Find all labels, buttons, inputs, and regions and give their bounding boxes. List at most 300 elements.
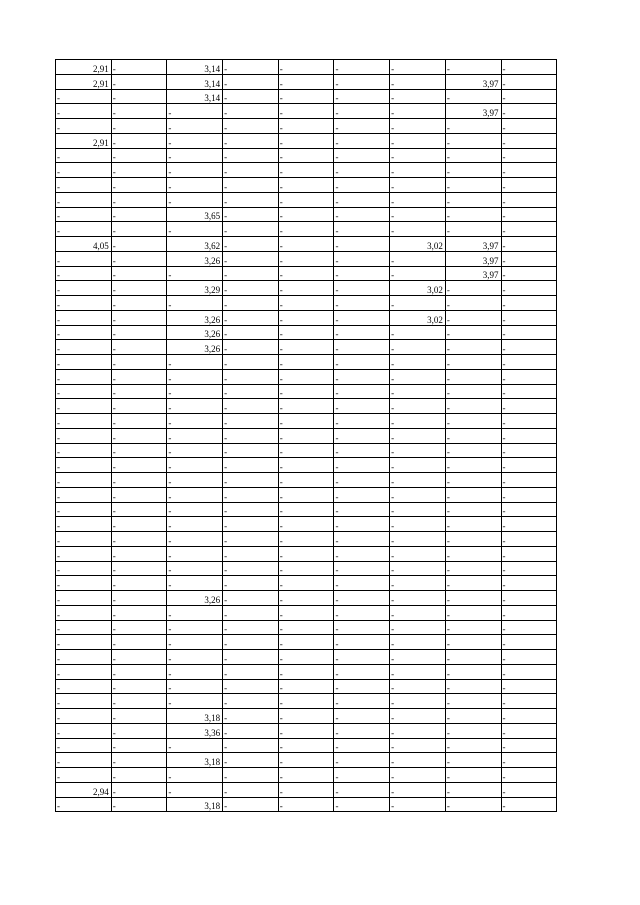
- table-cell: 2,94: [56, 782, 112, 797]
- table-cell: -: [334, 74, 390, 89]
- table-cell: -: [111, 561, 167, 576]
- table-cell: -: [223, 266, 279, 281]
- table-cell: -: [223, 605, 279, 620]
- table-row: [56, 310, 557, 325]
- table-cell: -: [111, 281, 167, 296]
- table-cell: -: [501, 119, 557, 134]
- table-cell: -: [390, 650, 446, 665]
- table-cell: -: [223, 768, 279, 783]
- table-cell: -: [390, 620, 446, 635]
- table-cell: -: [223, 723, 279, 738]
- table-cell: 3,26: [167, 340, 223, 355]
- table-cell: -: [111, 178, 167, 193]
- table-row: [56, 222, 557, 237]
- table-cell: -: [111, 266, 167, 281]
- table-cell: -: [278, 443, 334, 458]
- table-cell: -: [278, 104, 334, 119]
- table-cell: -: [501, 148, 557, 163]
- table-cell: -: [390, 222, 446, 237]
- table-cell: -: [501, 266, 557, 281]
- table-cell: -: [445, 797, 501, 812]
- table-row: [56, 148, 557, 163]
- table-cell: -: [223, 310, 279, 325]
- table-cell: -: [334, 797, 390, 812]
- table-cell: -: [501, 89, 557, 104]
- table-row: [56, 768, 557, 783]
- table-cell: -: [167, 458, 223, 473]
- table-cell: -: [445, 723, 501, 738]
- table-cell: -: [56, 532, 112, 547]
- table-cell: -: [445, 576, 501, 591]
- table-cell: -: [501, 192, 557, 207]
- table-cell: -: [111, 355, 167, 370]
- table-cell: -: [334, 251, 390, 266]
- table-cell: 3,97: [445, 74, 501, 89]
- table-cell: -: [56, 709, 112, 724]
- table-cell: -: [56, 768, 112, 783]
- table-cell: -: [167, 620, 223, 635]
- table-cell: -: [390, 591, 446, 606]
- table-row: [56, 163, 557, 178]
- table-cell: -: [111, 148, 167, 163]
- table-row: [56, 399, 557, 414]
- table-cell: -: [334, 355, 390, 370]
- table-cell: -: [334, 325, 390, 340]
- table-cell: -: [167, 738, 223, 753]
- table-cell: -: [111, 709, 167, 724]
- table-cell: -: [278, 325, 334, 340]
- table-cell: -: [501, 738, 557, 753]
- table-cell: -: [501, 532, 557, 547]
- table-row: [56, 369, 557, 384]
- table-row: [56, 89, 557, 104]
- table-cell: 3,02: [390, 310, 446, 325]
- table-cell: -: [334, 473, 390, 488]
- data-table: [55, 59, 557, 812]
- table-row: [56, 650, 557, 665]
- table-cell: -: [278, 502, 334, 517]
- table-cell: -: [390, 133, 446, 148]
- table-cell: -: [111, 679, 167, 694]
- table-cell: -: [390, 635, 446, 650]
- table-cell: -: [278, 133, 334, 148]
- table-cell: -: [278, 561, 334, 576]
- table-cell: -: [167, 178, 223, 193]
- table-cell: -: [56, 266, 112, 281]
- table-cell: -: [167, 399, 223, 414]
- table-cell: -: [56, 561, 112, 576]
- table-cell: -: [334, 237, 390, 252]
- table-cell: -: [56, 679, 112, 694]
- table-cell: -: [223, 325, 279, 340]
- table-cell: -: [278, 148, 334, 163]
- table-cell: -: [278, 620, 334, 635]
- table-cell: 3,26: [167, 310, 223, 325]
- table-cell: -: [278, 340, 334, 355]
- table-cell: -: [56, 546, 112, 561]
- table-cell: -: [167, 443, 223, 458]
- table-cell: -: [111, 738, 167, 753]
- table-cell: -: [278, 723, 334, 738]
- table-cell: -: [278, 679, 334, 694]
- table-cell: -: [334, 60, 390, 75]
- table-cell: 3,97: [445, 237, 501, 252]
- table-cell: -: [390, 296, 446, 311]
- table-cell: -: [111, 163, 167, 178]
- table-cell: -: [278, 89, 334, 104]
- table-cell: -: [390, 517, 446, 532]
- table-cell: -: [111, 222, 167, 237]
- table-cell: -: [445, 605, 501, 620]
- table-cell: -: [390, 768, 446, 783]
- table-cell: -: [334, 650, 390, 665]
- table-cell: -: [278, 605, 334, 620]
- table-row: [56, 694, 557, 709]
- table-cell: -: [445, 473, 501, 488]
- table-cell: -: [334, 487, 390, 502]
- table-cell: -: [334, 148, 390, 163]
- table-cell: -: [111, 473, 167, 488]
- table-cell: -: [223, 133, 279, 148]
- table-cell: -: [278, 74, 334, 89]
- table-cell: -: [278, 694, 334, 709]
- table-cell: -: [223, 517, 279, 532]
- table-cell: -: [167, 605, 223, 620]
- table-cell: -: [56, 281, 112, 296]
- table-row: [56, 458, 557, 473]
- table-row: [56, 753, 557, 768]
- table-cell: -: [390, 119, 446, 134]
- table-row: [56, 546, 557, 561]
- table-cell: -: [56, 797, 112, 812]
- table-cell: 3,36: [167, 723, 223, 738]
- table-cell: -: [334, 399, 390, 414]
- table-cell: -: [445, 163, 501, 178]
- table-cell: -: [56, 207, 112, 222]
- table-cell: -: [445, 133, 501, 148]
- table-cell: -: [501, 620, 557, 635]
- table-cell: -: [390, 664, 446, 679]
- table-cell: -: [501, 473, 557, 488]
- table-cell: -: [390, 148, 446, 163]
- table-cell: -: [445, 620, 501, 635]
- table-cell: -: [167, 369, 223, 384]
- table-cell: -: [278, 532, 334, 547]
- table-cell: -: [167, 222, 223, 237]
- table-cell: -: [334, 635, 390, 650]
- table-cell: -: [278, 414, 334, 429]
- table-cell: -: [223, 753, 279, 768]
- table-cell: -: [167, 355, 223, 370]
- table-cell: -: [167, 473, 223, 488]
- table-cell: -: [56, 664, 112, 679]
- table-cell: -: [167, 384, 223, 399]
- table-cell: -: [56, 487, 112, 502]
- table-cell: -: [167, 104, 223, 119]
- table-cell: -: [501, 546, 557, 561]
- table-cell: -: [278, 296, 334, 311]
- table-row: [56, 266, 557, 281]
- table-cell: -: [111, 723, 167, 738]
- table-cell: -: [111, 650, 167, 665]
- table-cell: -: [111, 532, 167, 547]
- table-cell: -: [390, 384, 446, 399]
- table-cell: -: [334, 664, 390, 679]
- table-cell: -: [111, 119, 167, 134]
- table-row: [56, 428, 557, 443]
- table-cell: 3,18: [167, 709, 223, 724]
- table-cell: -: [390, 399, 446, 414]
- table-cell: -: [111, 60, 167, 75]
- table-cell: -: [501, 281, 557, 296]
- table-cell: -: [334, 89, 390, 104]
- table-cell: -: [501, 296, 557, 311]
- table-cell: -: [56, 620, 112, 635]
- table-cell: -: [334, 694, 390, 709]
- table-cell: -: [278, 546, 334, 561]
- table-cell: -: [334, 768, 390, 783]
- table-cell: -: [223, 251, 279, 266]
- table-cell: -: [501, 576, 557, 591]
- table-cell: -: [390, 251, 446, 266]
- table-cell: -: [56, 458, 112, 473]
- table-row: [56, 723, 557, 738]
- table-cell: -: [111, 104, 167, 119]
- table-cell: -: [445, 532, 501, 547]
- table-cell: -: [223, 399, 279, 414]
- table-cell: -: [334, 738, 390, 753]
- table-cell: -: [445, 281, 501, 296]
- table-row: [56, 340, 557, 355]
- table-cell: -: [223, 340, 279, 355]
- table-cell: -: [111, 620, 167, 635]
- table-cell: -: [334, 679, 390, 694]
- table-cell: -: [501, 664, 557, 679]
- table-cell: -: [223, 591, 279, 606]
- table-cell: -: [334, 340, 390, 355]
- table-cell: -: [501, 679, 557, 694]
- table-cell: -: [167, 266, 223, 281]
- table-cell: -: [111, 664, 167, 679]
- table-cell: -: [390, 266, 446, 281]
- table-cell: -: [501, 133, 557, 148]
- table-cell: -: [278, 709, 334, 724]
- table-cell: 3,14: [167, 74, 223, 89]
- table-cell: -: [111, 414, 167, 429]
- table-cell: -: [334, 591, 390, 606]
- table-cell: -: [56, 89, 112, 104]
- table-cell: -: [111, 768, 167, 783]
- table-cell: -: [334, 178, 390, 193]
- table-cell: 3,14: [167, 89, 223, 104]
- table-row: [56, 605, 557, 620]
- table-cell: -: [501, 694, 557, 709]
- table-cell: -: [111, 546, 167, 561]
- table-cell: -: [56, 517, 112, 532]
- table-row: [56, 281, 557, 296]
- table-cell: -: [390, 487, 446, 502]
- table-cell: -: [223, 296, 279, 311]
- table-cell: 3,97: [445, 266, 501, 281]
- table-cell: -: [334, 163, 390, 178]
- table-cell: -: [223, 679, 279, 694]
- table-cell: -: [334, 281, 390, 296]
- table-cell: -: [501, 487, 557, 502]
- table-cell: -: [334, 576, 390, 591]
- table-cell: -: [278, 222, 334, 237]
- table-cell: -: [111, 487, 167, 502]
- table-cell: -: [501, 399, 557, 414]
- table-cell: -: [278, 178, 334, 193]
- table-cell: -: [445, 119, 501, 134]
- table-cell: -: [56, 753, 112, 768]
- table-cell: -: [278, 591, 334, 606]
- table-cell: -: [111, 251, 167, 266]
- table-cell: -: [501, 782, 557, 797]
- table-cell: -: [56, 178, 112, 193]
- table-cell: -: [390, 753, 446, 768]
- table-cell: -: [334, 709, 390, 724]
- table-cell: -: [223, 797, 279, 812]
- table-cell: -: [390, 561, 446, 576]
- table-cell: -: [445, 561, 501, 576]
- table-cell: -: [111, 605, 167, 620]
- table-cell: -: [278, 753, 334, 768]
- table-cell: -: [111, 443, 167, 458]
- table-cell: -: [167, 192, 223, 207]
- table-cell: -: [223, 576, 279, 591]
- table-cell: -: [111, 384, 167, 399]
- table-cell: -: [278, 355, 334, 370]
- table-cell: -: [278, 782, 334, 797]
- table-cell: -: [223, 709, 279, 724]
- table-cell: -: [334, 443, 390, 458]
- table-row: [56, 237, 557, 252]
- table-cell: 3,14: [167, 60, 223, 75]
- table-cell: -: [445, 650, 501, 665]
- table-cell: -: [111, 369, 167, 384]
- table-cell: -: [390, 576, 446, 591]
- table-cell: -: [278, 237, 334, 252]
- table-cell: -: [501, 635, 557, 650]
- table-cell: -: [501, 753, 557, 768]
- table-cell: -: [390, 709, 446, 724]
- table-cell: -: [278, 251, 334, 266]
- table-cell: -: [111, 458, 167, 473]
- table-cell: -: [223, 119, 279, 134]
- table-cell: -: [390, 325, 446, 340]
- table-cell: -: [445, 782, 501, 797]
- table-cell: -: [390, 458, 446, 473]
- table-cell: 3,29: [167, 281, 223, 296]
- table-cell: -: [501, 355, 557, 370]
- table-cell: -: [223, 650, 279, 665]
- table-cell: -: [278, 207, 334, 222]
- table-cell: -: [390, 723, 446, 738]
- table-cell: -: [390, 679, 446, 694]
- table-cell: -: [445, 369, 501, 384]
- table-cell: -: [390, 532, 446, 547]
- table-cell: -: [390, 178, 446, 193]
- table-row: [56, 119, 557, 134]
- table-cell: -: [56, 502, 112, 517]
- table-cell: 3,02: [390, 237, 446, 252]
- table-cell: -: [334, 310, 390, 325]
- table-cell: -: [278, 281, 334, 296]
- table-cell: -: [223, 620, 279, 635]
- table-row: [56, 532, 557, 547]
- table-cell: -: [278, 517, 334, 532]
- table-cell: -: [223, 443, 279, 458]
- table-cell: -: [278, 192, 334, 207]
- table-cell: 2,91: [56, 133, 112, 148]
- table-row: [56, 178, 557, 193]
- table-cell: -: [278, 163, 334, 178]
- table-cell: -: [167, 782, 223, 797]
- table-cell: -: [56, 148, 112, 163]
- table-cell: -: [445, 487, 501, 502]
- table-cell: -: [334, 119, 390, 134]
- table-cell: -: [223, 74, 279, 89]
- table-cell: -: [445, 178, 501, 193]
- table-cell: -: [56, 399, 112, 414]
- table-cell: -: [56, 738, 112, 753]
- table-cell: -: [56, 104, 112, 119]
- table-cell: -: [56, 650, 112, 665]
- table-cell: -: [111, 74, 167, 89]
- table-cell: -: [445, 694, 501, 709]
- table-cell: -: [223, 458, 279, 473]
- table-cell: -: [390, 443, 446, 458]
- table-cell: -: [56, 473, 112, 488]
- table-cell: -: [445, 340, 501, 355]
- table-cell: -: [334, 605, 390, 620]
- table-cell: -: [278, 384, 334, 399]
- table-row: [56, 502, 557, 517]
- table-cell: -: [223, 546, 279, 561]
- table-cell: -: [334, 192, 390, 207]
- table-cell: -: [334, 561, 390, 576]
- table-row: [56, 325, 557, 340]
- table-cell: -: [501, 384, 557, 399]
- table-cell: -: [390, 782, 446, 797]
- table-cell: -: [223, 473, 279, 488]
- table-cell: -: [501, 797, 557, 812]
- table-row: [56, 797, 557, 812]
- table-cell: -: [167, 561, 223, 576]
- table-row: [56, 74, 557, 89]
- table-cell: -: [223, 222, 279, 237]
- table-cell: -: [111, 782, 167, 797]
- table-cell: -: [56, 192, 112, 207]
- table-cell: -: [223, 281, 279, 296]
- table-cell: -: [111, 517, 167, 532]
- table-cell: -: [278, 738, 334, 753]
- table-row: [56, 620, 557, 635]
- table-cell: -: [111, 576, 167, 591]
- table-cell: -: [167, 487, 223, 502]
- table-row: [56, 517, 557, 532]
- table-row: [56, 104, 557, 119]
- table-cell: -: [56, 591, 112, 606]
- table-cell: 2,91: [56, 74, 112, 89]
- table-cell: -: [445, 414, 501, 429]
- table-cell: -: [445, 399, 501, 414]
- table-row: [56, 738, 557, 753]
- table-cell: -: [223, 487, 279, 502]
- table-cell: 3,62: [167, 237, 223, 252]
- table-cell: -: [445, 591, 501, 606]
